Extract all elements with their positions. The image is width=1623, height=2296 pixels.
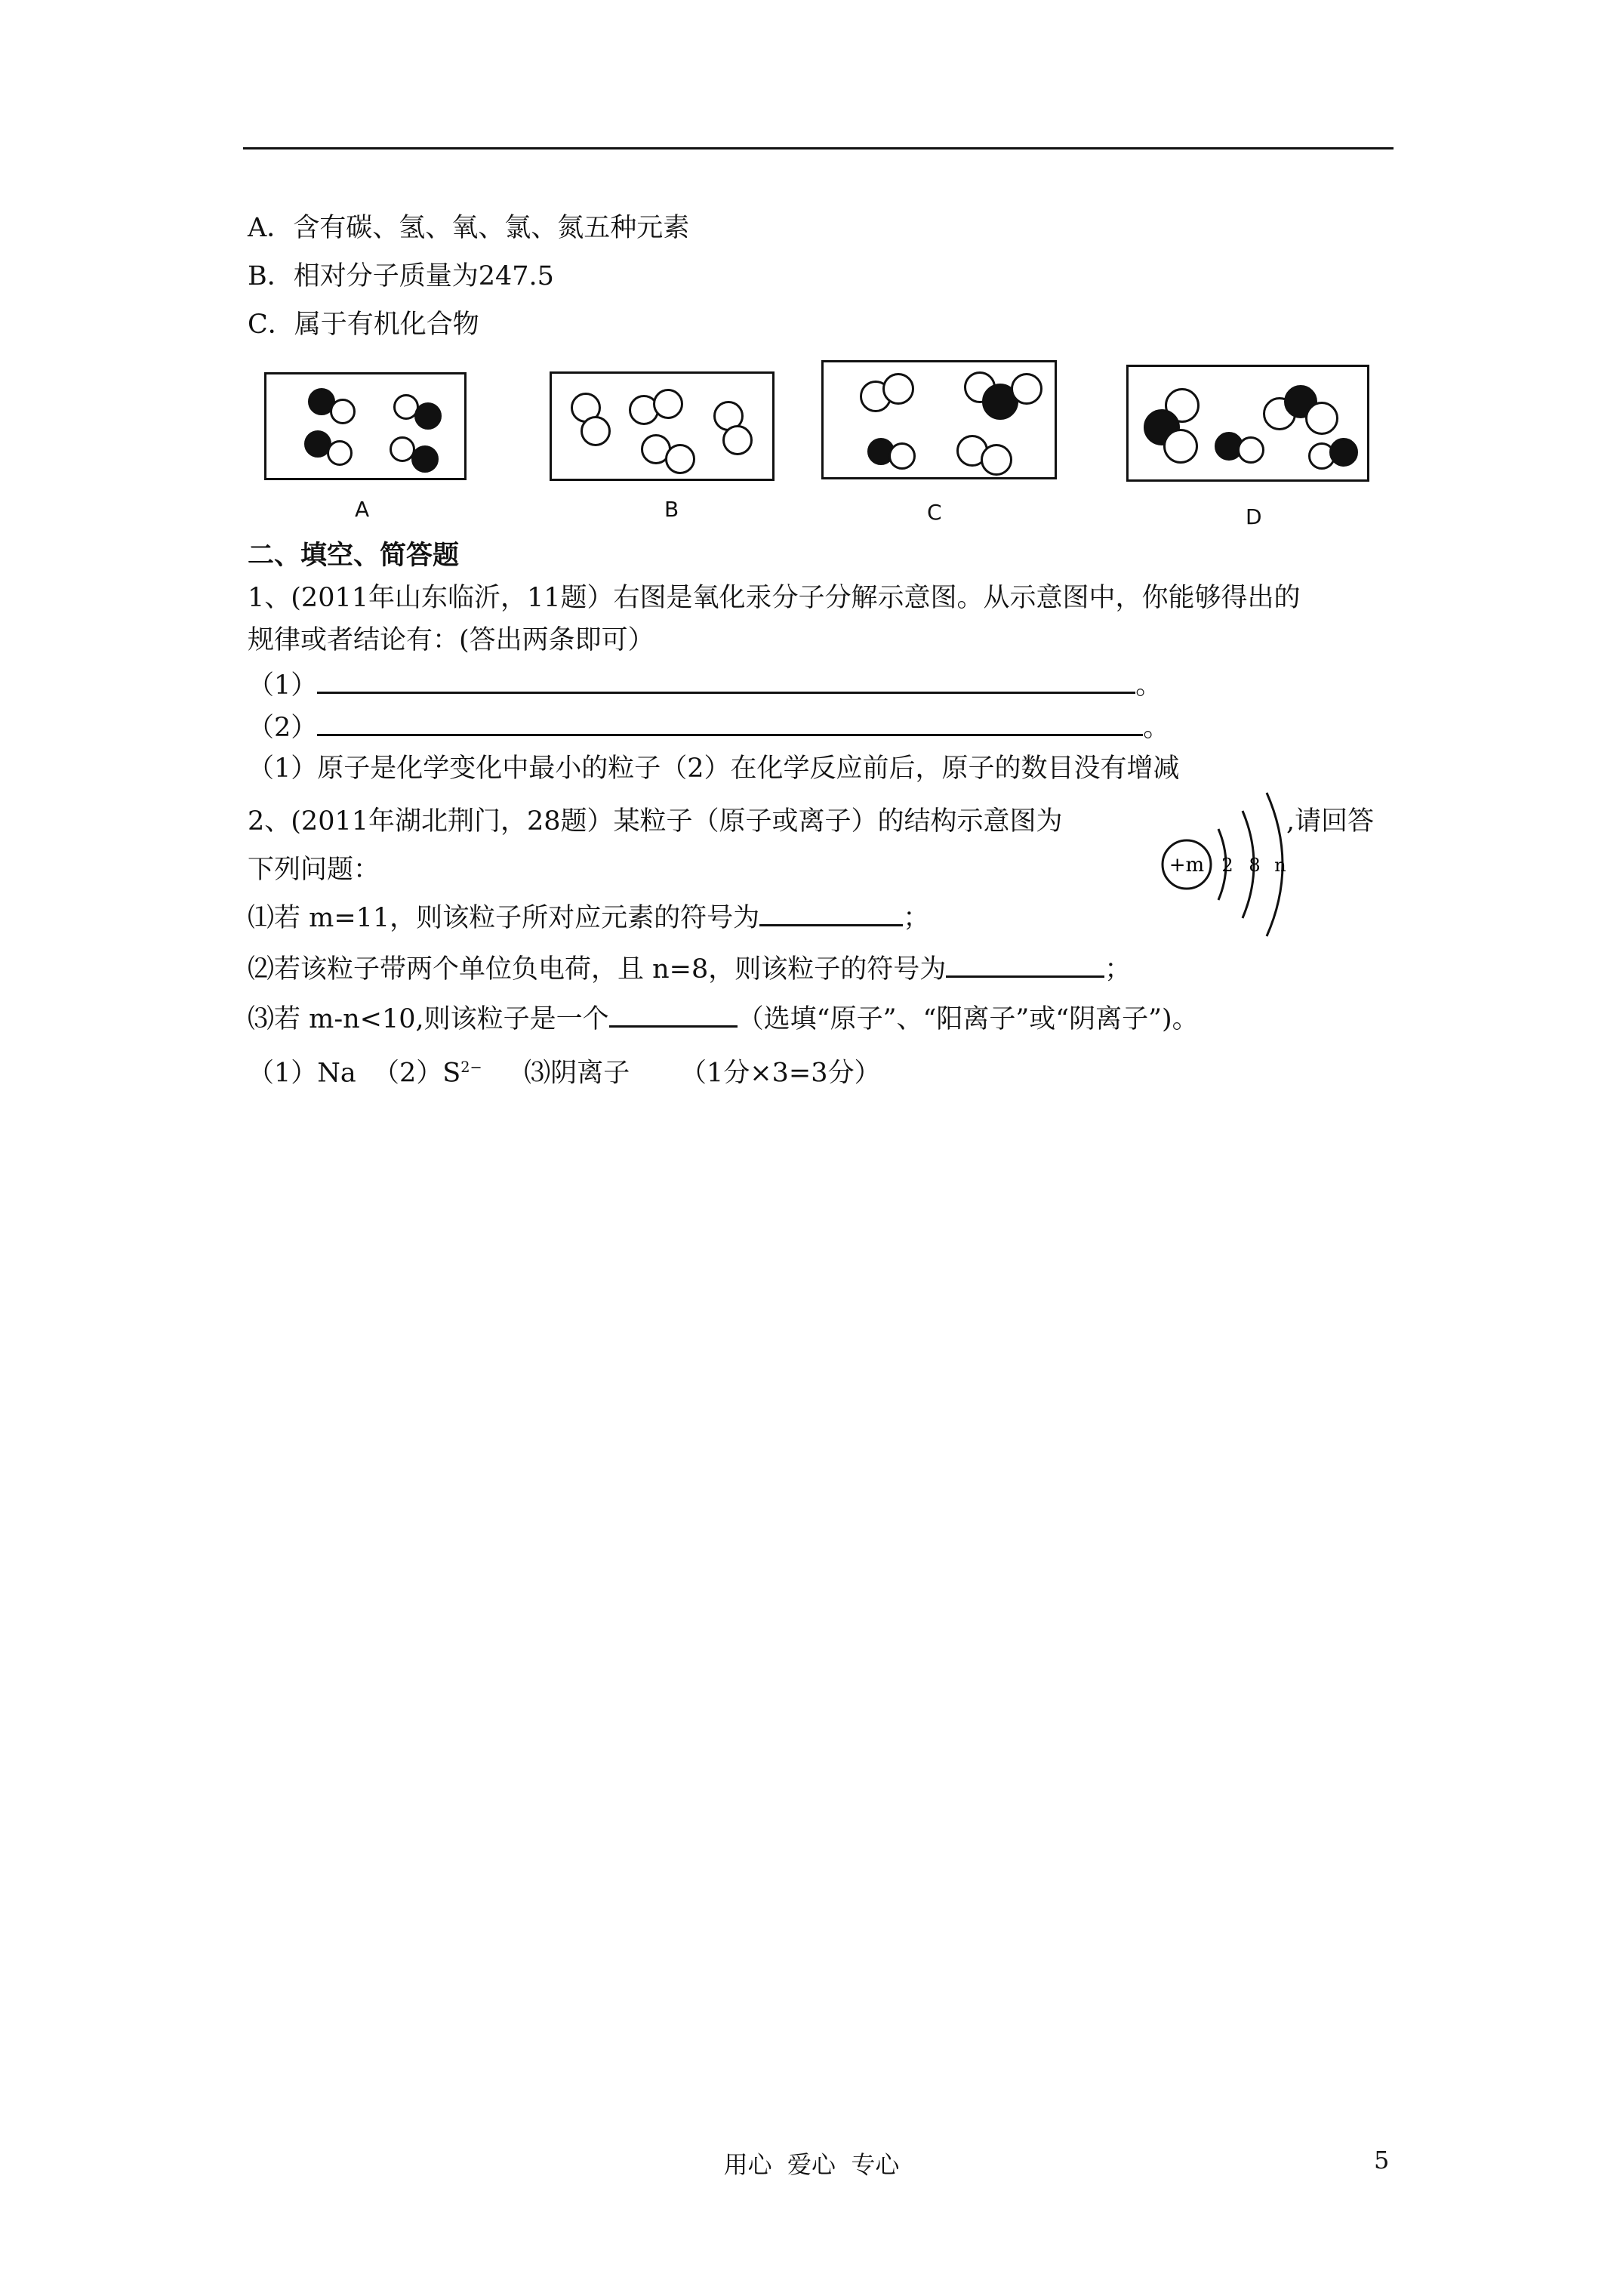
figure-box-c [821,360,1057,479]
q2-sub1-end: ； [903,903,930,933]
q2-sub1-text: ⑴若 m=11，则该粒子所对应元素的符号为 [248,903,760,933]
nucleus-charge: +m [1169,854,1205,877]
page-number: 5 [1374,2146,1390,2174]
q2-line1: 2、(2011年湖北荆门，28题）某粒子（原子或离子）的结构示意图为 [248,806,1063,837]
white-atom [1305,402,1338,435]
q2-answer-b: ⑶阴离子 （1分×3=3分） [482,1058,881,1089]
q1-blank1-suffix: 。 [1135,670,1163,701]
white-atom [882,373,914,405]
white-atom [981,444,1012,476]
q2-sub1-blank[interactable] [759,900,903,926]
q2-sub2-blank[interactable] [946,951,1104,978]
white-atom [653,389,683,419]
q2-answer-row [248,1051,881,1090]
figure-label-a: A [355,497,370,522]
option-c: C．属于有机化合物 [248,310,479,340]
q2-answer-a: （1）Na （2）S [248,1058,461,1089]
q2-line1-end: ,请回答 [1286,806,1375,837]
figure-box-b [550,371,775,481]
q2-sub1-row [248,900,929,935]
white-atom [581,416,611,446]
section-title: 二、填空、简答题 [248,540,460,571]
white-atom [1237,436,1264,464]
q1-blank2-row [248,710,1169,744]
header-rule [243,147,1394,149]
white-atom [327,440,353,466]
figure-label-c: C [927,500,942,525]
q1-blank1[interactable] [317,667,1135,694]
q1-answer: （1）原子是化学变化中最小的粒子（2）在化学反应前后，原子的数目没有增减 [248,754,1180,784]
q2-sub3-blank[interactable] [609,1001,738,1028]
black-atom [411,445,439,473]
q1-blank2-prefix: （2） [248,713,318,743]
option-b: B．相对分子质量为247.5 [248,261,554,291]
q2-sub3-text: ⑶若 m-n<10,则该粒子是一个 [248,1004,609,1034]
option-a: A．含有碳、氢、氧、氯、氮五种元素 [248,213,690,243]
q2-sub2-text: ⑵若该粒子带两个单位负电荷，且 n=8，则该粒子的符号为 [248,954,947,985]
black-atom [414,402,442,430]
q1-blank1-prefix: （1） [248,670,318,701]
q1-line1: 1、(2011年山东临沂，11题）右图是氧化汞分子分解示意图。从示意图中，你能够得出的 [248,583,1301,613]
q1-blank2-suffix: 。 [1143,713,1170,743]
q1-blank1-row [248,667,1162,702]
page-footer: 用心 爱心 专心 [723,2150,900,2179]
q1-line2: 规律或者结论有：(答出两条即可） [248,625,654,655]
white-atom [330,399,356,424]
white-atom [1163,429,1198,464]
white-atom [1011,373,1042,405]
q2-line2: 下列问题： [248,855,380,885]
q2-sub3-end: （选填“原子”、“阳离子”或“阴离子”)。 [737,1004,1199,1034]
q2-sub3-row [248,1001,1199,1036]
white-atom [888,442,916,470]
shell2-count: 8 [1249,855,1261,876]
white-atom [665,444,695,474]
q2-answer-sup: 2− [460,1059,482,1076]
q2-sub2-row [248,951,1131,986]
shell1-count: 2 [1221,855,1233,876]
figure-label-b: B [664,497,679,522]
figure-label-d: D [1246,504,1262,529]
q1-blank2[interactable] [317,710,1143,736]
figure-box-d [1126,365,1369,482]
figure-box-a [264,372,467,480]
shell3-count: n [1274,855,1286,876]
black-atom [1329,438,1358,467]
white-atom [722,425,753,455]
atomic-structure-diagram [1158,785,1301,944]
q2-sub2-end: ； [1104,954,1132,985]
